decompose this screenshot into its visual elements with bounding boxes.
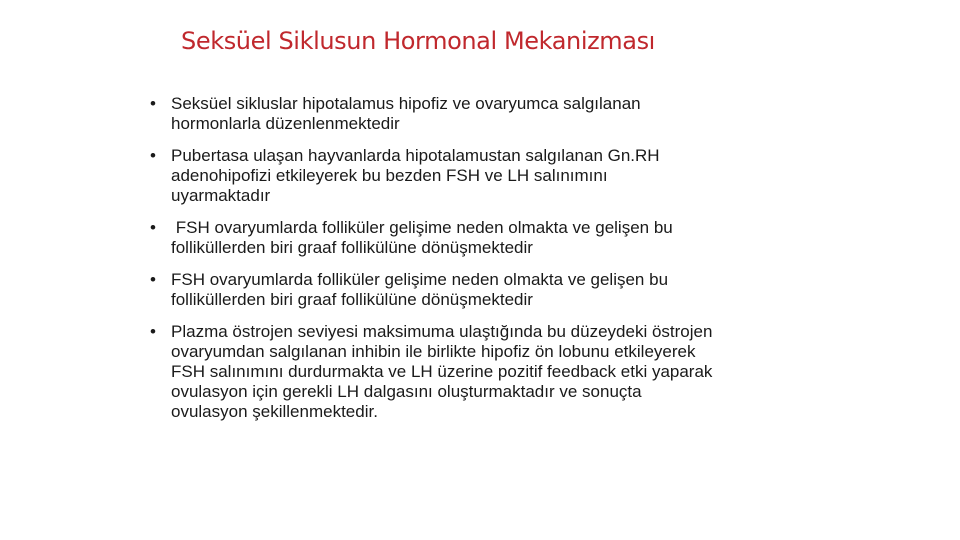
bullet-text-line: Seksüel sikluslar hipotalamus hipofiz ve ovaryumca salgılanan: [171, 94, 641, 113]
bullet-text-line: FSH ovaryumlarda folliküler gelişime neden olmakta ve gelişen bu: [171, 218, 673, 237]
bullet-text-line: ovaryumdan salgılanan inhibin ile birlikte hipofiz ön lobunu etkileyerek: [171, 342, 696, 361]
bullet-text-line: FSH ovaryumlarda folliküler gelişime neden olmakta ve gelişen bu: [171, 270, 669, 289]
bullet-text-line: folliküllerden biri graaf follikülüne dönüşmektedir: [171, 290, 533, 309]
bullet-item: [150, 146, 830, 206]
bullet-text-line: folliküllerden biri graaf follikülüne dönüşmektedir: [171, 238, 533, 257]
bullet-text-line: ovulasyon için gerekli LH dalgasını oluşturmaktadır ve sonuçta: [171, 382, 642, 401]
bullet-text-line: adenohipofizi etkileyerek bu bezden FSH ve LH salınımını: [171, 166, 608, 185]
bullet-icon: •: [150, 270, 156, 289]
bullet-item: [150, 322, 830, 422]
bullet-text-line: uyarmaktadır: [171, 186, 271, 205]
bullet-icon: •: [150, 146, 156, 165]
slide-title: Seksüel Siklusun Hormonal Mekanizması: [181, 27, 655, 55]
bullet-list: [150, 94, 830, 422]
bullet-text-line: hormonlarla düzenlenmektedir: [171, 114, 400, 133]
bullet-icon: •: [150, 218, 156, 237]
bullet-item: [150, 94, 830, 134]
bullet-text-line: FSH salınımını durdurmakta ve LH üzerine pozitif feedback etki yaparak: [171, 362, 713, 381]
bullet-icon: •: [150, 94, 156, 113]
bullet-text-line: Plazma östrojen seviyesi maksimuma ulaştığında bu düzeydeki östrojen: [171, 322, 713, 341]
bullet-item: [150, 218, 830, 258]
bullet-item: [150, 270, 830, 310]
bullet-icon: •: [150, 322, 156, 341]
bullet-text-line: Pubertasa ulaşan hayvanlarda hipotalamustan salgılanan Gn.RH: [171, 146, 660, 165]
bullet-text-line: ovulasyon şekillenmektedir.: [171, 402, 378, 421]
